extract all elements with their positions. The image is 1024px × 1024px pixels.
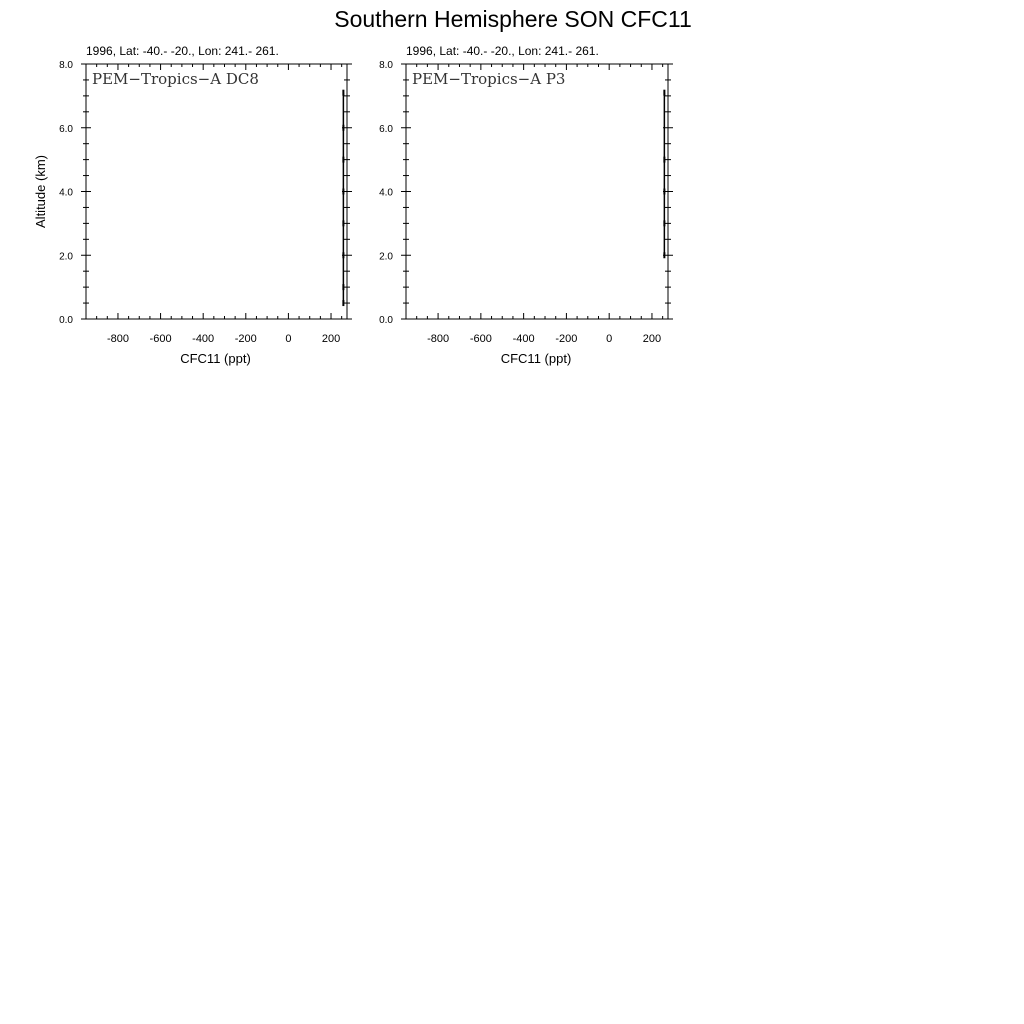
x-tick-label: -800 (427, 333, 450, 345)
y-tick-label: 8.0 (379, 60, 393, 71)
x-tick-label: -800 (106, 333, 129, 345)
x-tick-label: 200 (321, 333, 341, 345)
panel-subtitle: 1996, Lat: -40.- -20., Lon: 241.- 261. (406, 44, 599, 58)
x-tick-label: -200 (555, 333, 578, 345)
x-axis-label: CFC11 (ppt) (500, 351, 572, 366)
x-tick-label: -400 (512, 333, 535, 345)
panel-subtitle: 1996, Lat: -40.- -20., Lon: 241.- 261. (86, 44, 279, 58)
y-tick-label: 2.0 (379, 251, 393, 263)
x-tick-label: 0 (606, 333, 613, 345)
y-tick-label: 4.0 (59, 187, 73, 199)
y-tick-label: 0.0 (59, 315, 73, 326)
campaign-label: PEM−Tropics−A P3 (412, 70, 566, 88)
x-tick-label: -200 (234, 333, 257, 345)
x-tick-label: -600 (149, 333, 172, 345)
y-tick-label: 6.0 (59, 123, 73, 135)
x-tick-label: 0 (285, 333, 292, 345)
chart-panel-1 (33, 44, 352, 366)
x-tick-label: 200 (642, 333, 662, 345)
y-tick-label: 8.0 (59, 60, 73, 71)
plot-frame (86, 64, 347, 319)
panels (33, 44, 673, 366)
y-axis-label: Altitude (km) (33, 155, 48, 228)
x-axis-label: CFC11 (ppt) (180, 351, 251, 366)
y-tick-label: 0.0 (379, 315, 393, 326)
x-tick-label: -400 (192, 333, 215, 345)
chart-panel-2 (379, 44, 673, 366)
y-tick-label: 2.0 (59, 251, 73, 263)
y-tick-label: 6.0 (379, 123, 393, 135)
y-tick-label: 4.0 (379, 187, 393, 199)
campaign-label: PEM−Tropics−A DC8 (92, 70, 259, 88)
x-tick-label: -600 (469, 333, 492, 345)
plot-frame (406, 64, 668, 319)
figure-title: Southern Hemisphere SON CFC11 (334, 6, 692, 32)
